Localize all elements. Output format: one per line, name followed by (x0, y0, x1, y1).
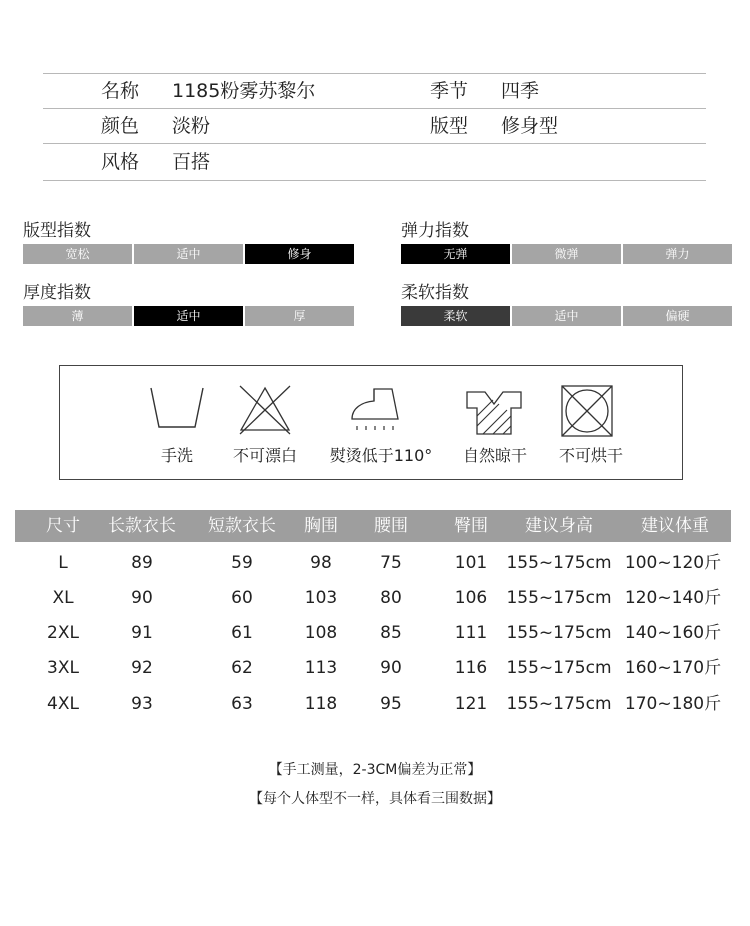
cell-size: 4XL (47, 694, 79, 714)
cell-long-length: 90 (131, 588, 153, 608)
col-height: 建议身高 (525, 516, 593, 536)
cell-height: 155~175cm (506, 658, 612, 678)
divider (43, 108, 706, 109)
softness-option-soft: 柔软 (401, 306, 510, 326)
cell-short-length: 63 (231, 694, 253, 714)
col-short-length: 短款衣长 (208, 516, 276, 536)
dry-flat-icon (463, 388, 525, 438)
elastic-option-high: 弹力 (623, 244, 732, 264)
cell-bust: 113 (304, 658, 338, 678)
cell-short-length: 61 (231, 623, 253, 643)
color-value: 淡粉 (172, 115, 211, 137)
cell-weight: 170~180斤 (624, 694, 722, 714)
col-long-length: 长款衣长 (108, 516, 176, 536)
cell-long-length: 91 (131, 623, 153, 643)
softness-option-medium: 适中 (512, 306, 621, 326)
elastic-option-none: 无弹 (401, 244, 510, 264)
cell-weight: 100~120斤 (624, 553, 722, 573)
cell-bust: 103 (304, 588, 338, 608)
softness-index-title: 柔软指数 (401, 283, 469, 303)
cell-height: 155~175cm (506, 553, 612, 573)
season-value: 四季 (501, 80, 540, 102)
cell-hip: 106 (454, 588, 488, 608)
cell-waist: 80 (380, 588, 402, 608)
care-label-no-bleach: 不可漂白 (232, 446, 298, 465)
col-hip: 臀围 (454, 516, 488, 536)
hand-wash-icon (147, 385, 207, 433)
cell-long-length: 92 (131, 658, 153, 678)
cell-weight: 140~160斤 (624, 623, 722, 643)
elastic-option-slight: 微弹 (512, 244, 621, 264)
thickness-index-title: 厚度指数 (23, 283, 91, 303)
iron-icon (348, 384, 404, 436)
season-label: 季节 (430, 80, 469, 102)
cell-size: 3XL (47, 658, 79, 678)
no-bleach-icon (236, 384, 294, 436)
no-tumble-dry-icon (559, 383, 615, 439)
divider (43, 73, 706, 74)
style-label: 风格 (101, 151, 140, 173)
cell-bust: 98 (310, 553, 332, 573)
cell-hip: 116 (454, 658, 488, 678)
elastic-index-title: 弹力指数 (401, 221, 469, 241)
cell-waist: 75 (380, 553, 402, 573)
cell-weight: 120~140斤 (624, 588, 722, 608)
fit-index-title: 版型指数 (23, 221, 91, 241)
cell-height: 155~175cm (506, 694, 612, 714)
cell-size: XL (52, 588, 74, 608)
cell-waist: 95 (380, 694, 402, 714)
cell-hip: 111 (454, 623, 488, 643)
divider (43, 143, 706, 144)
care-label-no-tumble-dry: 不可烘干 (558, 446, 624, 465)
col-size: 尺寸 (46, 516, 80, 536)
fit-option-loose: 宽松 (23, 244, 132, 264)
divider (43, 180, 706, 181)
thickness-option-medium: 适中 (134, 306, 243, 326)
cell-hip: 101 (454, 553, 488, 573)
name-value: 1185粉雾苏黎尔 (172, 80, 316, 102)
cell-waist: 85 (380, 623, 402, 643)
cell-long-length: 93 (131, 694, 153, 714)
style-value: 百搭 (172, 151, 211, 173)
thickness-option-thick: 厚 (245, 306, 354, 326)
cell-short-length: 60 (231, 588, 253, 608)
measurement-note: 【手工测量，2-3CM偏差为正常】 (268, 762, 482, 778)
care-label-iron: 熨烫低于110° (329, 446, 433, 465)
cell-weight: 160~170斤 (624, 658, 722, 678)
softness-option-hard: 偏硬 (623, 306, 732, 326)
cell-waist: 90 (380, 658, 402, 678)
cell-height: 155~175cm (506, 588, 612, 608)
col-weight: 建议体重 (641, 516, 709, 536)
care-label-dry-flat: 自然晾干 (462, 446, 528, 465)
name-label: 名称 (101, 80, 140, 102)
col-bust: 胸围 (304, 516, 338, 536)
thickness-option-thin: 薄 (23, 306, 132, 326)
cell-bust: 118 (304, 694, 338, 714)
body-type-note: 【每个人体型不一样，具体看三围数据】 (249, 791, 501, 807)
fit-label: 版型 (430, 115, 469, 137)
fit-option-medium: 适中 (134, 244, 243, 264)
cell-height: 155~175cm (506, 623, 612, 643)
cell-size: L (58, 553, 68, 573)
cell-size: 2XL (47, 623, 79, 643)
fit-option-slim: 修身 (245, 244, 354, 264)
col-waist: 腰围 (374, 516, 408, 536)
cell-bust: 108 (304, 623, 338, 643)
cell-long-length: 89 (131, 553, 153, 573)
cell-short-length: 59 (231, 553, 253, 573)
size-table-header (15, 510, 731, 542)
fit-value: 修身型 (501, 115, 559, 137)
cell-short-length: 62 (231, 658, 253, 678)
care-label-hand-wash: 手洗 (160, 446, 194, 465)
cell-hip: 121 (454, 694, 488, 714)
color-label: 颜色 (101, 115, 140, 137)
